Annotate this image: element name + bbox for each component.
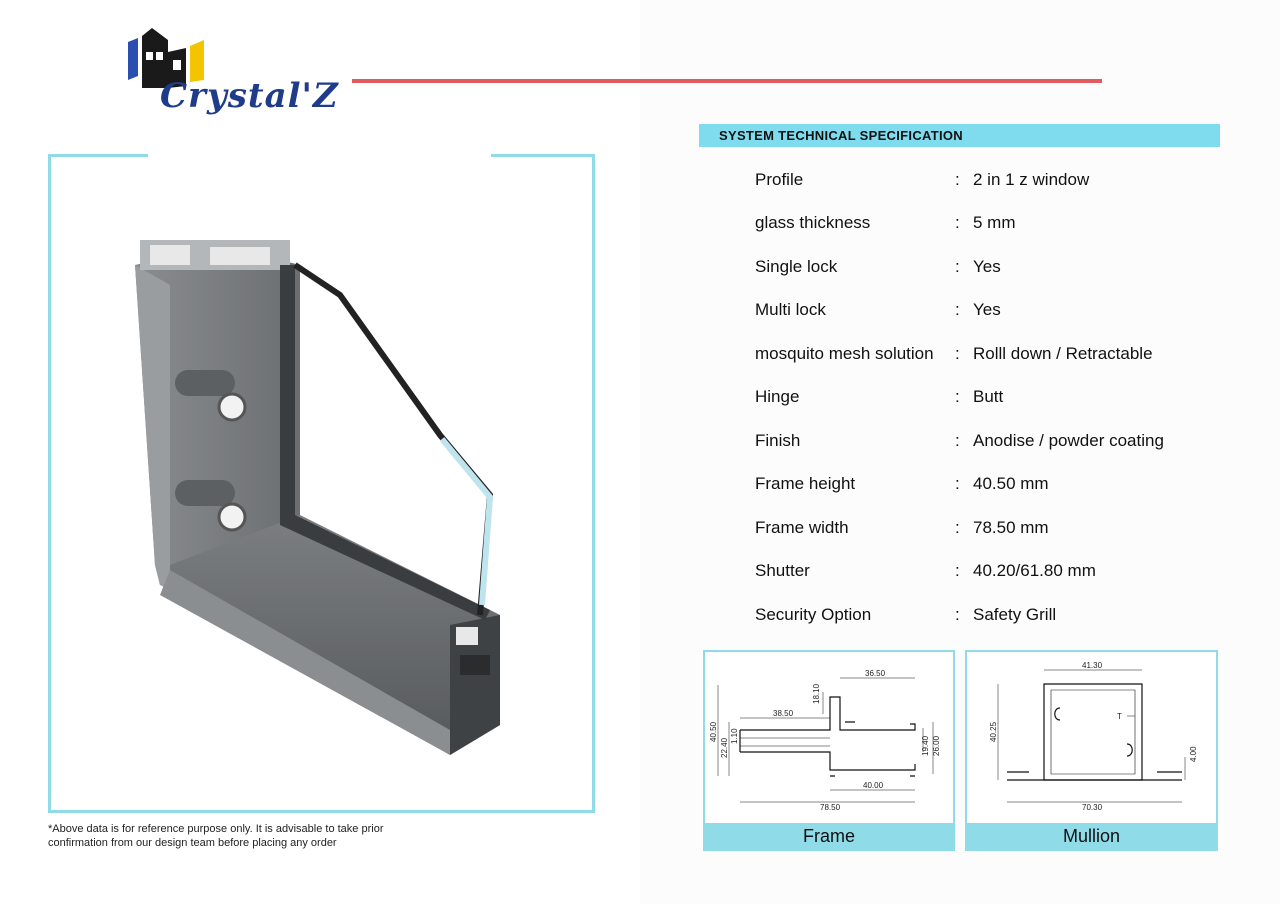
spec-value: Rolll down / Retractable — [973, 344, 1153, 363]
spec-colon: : — [955, 344, 960, 363]
spec-value: Safety Grill — [973, 605, 1057, 624]
disclaimer-note — [48, 822, 383, 850]
mullion-drawing — [965, 650, 1218, 851]
disclaimer-line-1: *Above data is for reference purpose only. It is advisable to take prior — [48, 823, 384, 835]
spec-colon: : — [955, 561, 960, 580]
spec-colon: : — [955, 257, 960, 276]
spec-value: Butt — [973, 387, 1004, 406]
mullion-dim: 41.30 — [1082, 661, 1103, 670]
spec-heading-bar — [699, 124, 1220, 147]
spec-colon: : — [955, 474, 960, 493]
spec-value: Yes — [973, 257, 1001, 276]
spec-value: 78.50 mm — [973, 518, 1049, 537]
spec-colon: : — [955, 387, 960, 406]
mullion-dim: 4.00 — [1189, 746, 1198, 762]
frame-dim: 26.00 — [932, 735, 941, 756]
frame-dim: 1.10 — [730, 728, 739, 744]
spec-colon: : — [955, 170, 960, 189]
frame-dim: 78.50 — [820, 803, 841, 812]
spec-colon: : — [955, 213, 960, 232]
spec-label: glass thickness — [755, 213, 871, 232]
spec-label: Finish — [755, 431, 801, 450]
brand-name: Crystal'Z — [160, 76, 339, 116]
spec-label: Frame height — [755, 474, 856, 493]
disclaimer-line-2: confirmation from our design team before placing any order — [48, 837, 337, 849]
frame-dim: 40.50 — [709, 721, 718, 742]
spec-heading: SYSTEM TECHNICAL SPECIFICATION — [719, 128, 963, 143]
spec-label: Shutter — [755, 561, 810, 580]
spec-colon: : — [955, 431, 960, 450]
window-profile-render — [120, 225, 520, 775]
spec-label: Multi lock — [755, 300, 826, 319]
spec-colon: : — [955, 300, 960, 319]
frame-drawing — [703, 650, 955, 851]
spec-value: Anodise / powder coating — [973, 431, 1164, 450]
spec-value: 2 in 1 z window — [973, 170, 1090, 189]
frame-dim: 18.10 — [812, 683, 821, 704]
spec-label: Single lock — [755, 257, 838, 276]
spec-value: 40.50 mm — [973, 474, 1049, 493]
spec-colon: : — [955, 605, 960, 624]
frame-dim: 22.40 — [720, 737, 729, 758]
frame-dim: 36.50 — [865, 669, 886, 678]
product-frame-top-left — [48, 154, 148, 157]
spec-label: Security Option — [755, 605, 872, 624]
spec-label: Frame width — [755, 518, 849, 537]
mullion-dim: T — [1117, 712, 1122, 721]
frame-caption: Frame — [705, 823, 953, 849]
spec-colon: : — [955, 518, 960, 537]
spec-label: mosquito mesh solution — [755, 344, 934, 363]
header-divider — [352, 79, 1102, 83]
mullion-caption: Mullion — [967, 823, 1216, 849]
spec-value: 40.20/61.80 mm — [973, 561, 1096, 580]
mullion-dim: 40.25 — [989, 721, 998, 742]
mullion-dim: 70.30 — [1082, 803, 1103, 812]
spec-label: Profile — [755, 170, 804, 189]
product-frame-top-right — [491, 154, 592, 157]
frame-dim: 40.00 — [863, 781, 884, 790]
frame-dim: 38.50 — [773, 709, 794, 718]
frame-dim: 19.40 — [921, 735, 930, 756]
spec-label: Hinge — [755, 387, 800, 406]
spec-value: 5 mm — [973, 213, 1016, 232]
spec-value: Yes — [973, 300, 1001, 319]
